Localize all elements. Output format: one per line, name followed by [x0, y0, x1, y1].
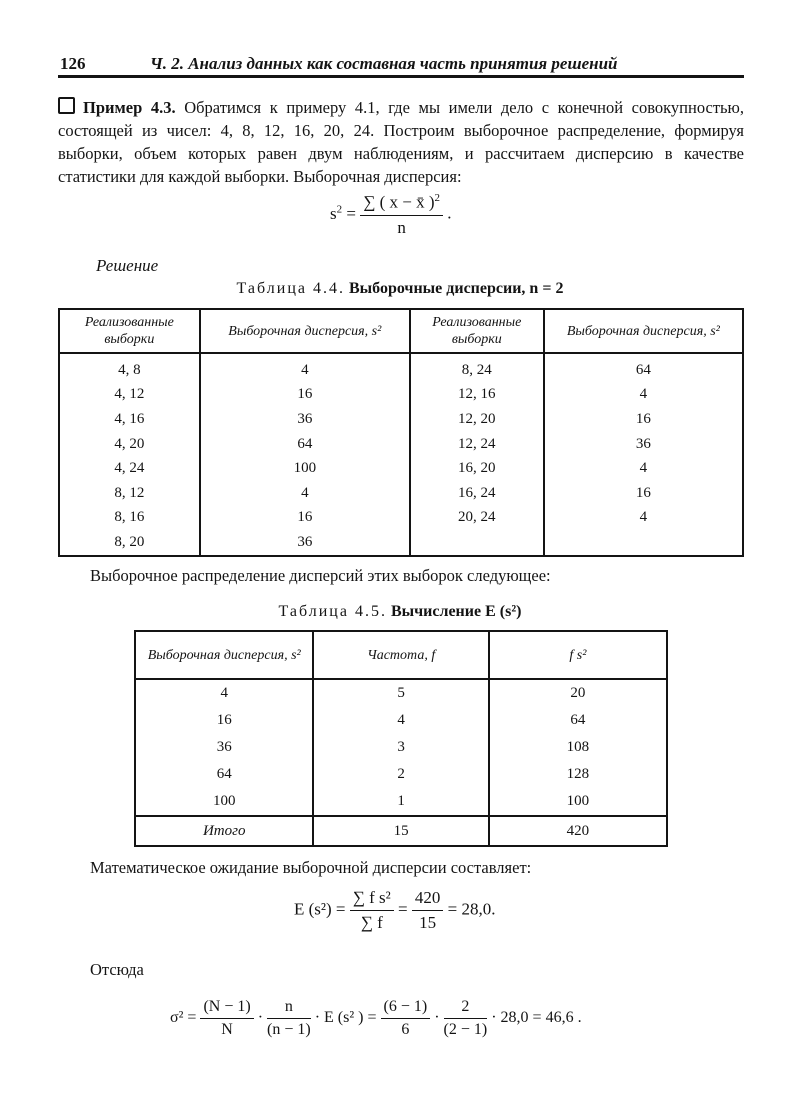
t44-header-samples-1: Реализованные выборки — [59, 309, 200, 353]
table44-caption — [0, 280, 800, 298]
expectation-num2: 420 — [412, 888, 444, 911]
expectation-numerator: ∑ f s² — [350, 888, 394, 911]
variance-denominator: n — [397, 217, 406, 237]
sigma-fraction-1: $\frac{(N - 1)}{N}$ — [200, 998, 253, 1039]
expectation-den2: 15 — [419, 913, 437, 932]
table-row: 8, 16 16 20, 24 4 — [59, 506, 743, 531]
header-rule — [58, 75, 744, 78]
expectation-formula — [294, 888, 495, 933]
expectation-denominator: ∑ f — [360, 913, 383, 932]
table-row: 36 3 108 — [135, 734, 667, 761]
table45-title: Вычисление E (s²) — [390, 603, 522, 620]
expectation-text: Математическое ожидание выборочной дисперсии составляет: — [90, 858, 532, 877]
table-row: 64 2 128 — [135, 761, 667, 788]
variance-table — [58, 308, 744, 557]
variance-num-exponent: 2 — [434, 192, 440, 204]
sigma-fraction-3: $\frac{(6 - 1)}{6}$ — [381, 998, 431, 1039]
example-text: Обратимся к примеру 4.1, где мы имели дело с конечной совокупностью, состоящей из чисел: 4, 8, 12, 16, 20, 24. Построим выборочное распределение, формируя выборки, объем которых равен двум наблюдениям, и рассчитаем дисперсию в качестве статистики для каждой выборки. Выборочная дисперсия: — [58, 98, 745, 186]
expectation-fraction — [350, 888, 394, 933]
t44-header-variance-2: Выборочная дисперсия, s² — [544, 309, 743, 353]
variance-lhs: $s^2$ = — [330, 203, 356, 223]
example-marker-icon — [58, 97, 75, 114]
table-row: 4, 20 64 12, 24 36 — [59, 432, 743, 457]
sigma-mid: · E (s² ) = — [314, 1009, 377, 1027]
expectation-table — [134, 630, 668, 847]
solution-label: Решение — [96, 256, 159, 275]
chapter-title: Ч. 2. Анализ данных как составная часть принятия решений — [150, 54, 618, 73]
expectation-result: = 28,0. — [447, 899, 496, 919]
t45-header-variance: Выборочная дисперсия, s² — [135, 631, 313, 679]
sigma-lhs: σ² = — [170, 1009, 197, 1027]
table44-title: Выборочные дисперсии, n = 2 — [348, 280, 564, 297]
expectation-eq: = — [398, 899, 408, 919]
t45-header-product: f s² — [489, 631, 667, 679]
sigma-result: · 28,0 = 46,6 . — [491, 1009, 582, 1027]
variance-formula — [330, 192, 452, 238]
page-number: 126 — [60, 54, 86, 73]
table-row: 4, 8 4 8, 24 64 — [59, 353, 743, 383]
table-row: 8, 12 4 16, 24 16 — [59, 481, 743, 506]
t44-header-samples-2: Реализованные выборки — [410, 309, 544, 353]
expectation-value-fraction — [412, 888, 444, 933]
table-row: 8, 20 36 — [59, 530, 743, 556]
sigma-fraction-4: $\frac{2}{(2 - 1)}$ — [443, 998, 488, 1038]
table44-label: Таблица 4.4. — [236, 280, 345, 297]
t45-header-frequency: Частота, f — [313, 631, 488, 679]
sigma-formula: σ² = $\frac{(N - 1)}{N}$ · $\frac{n}{(n - 1)}$ · E (s² ) = $\frac{(6 - 1)}{6}$ · $\frac{2}{(2 - 1)}$ · 28,0 = 46,6 . — [170, 998, 582, 1038]
table-row: 4, 12 16 12, 16 4 — [59, 383, 743, 408]
example-title: Пример 4.3. — [83, 98, 176, 117]
table-row: 4, 16 36 12, 20 16 — [59, 407, 743, 432]
table45-label: Таблица 4.5. — [278, 603, 387, 620]
t44-header-variance-1: Выборочная дисперсия, s² — [200, 309, 410, 353]
sigma-fraction-2: $\frac{n}{(n - 1)}$ — [267, 998, 311, 1038]
table-row: 4 5 20 — [135, 679, 667, 707]
variance-fraction — [360, 192, 443, 238]
table-row: 4, 24 100 16, 20 4 — [59, 456, 743, 481]
example-paragraph — [58, 96, 744, 188]
running-header — [58, 52, 744, 76]
hence-text: Отсюда — [90, 960, 144, 979]
table-row: 100 1 100 — [135, 788, 667, 816]
variance-numerator: ∑ ( x − x̄ ) — [363, 192, 435, 212]
distribution-text: Выборочное распределение дисперсий этих выборок следующее: — [90, 566, 551, 585]
expectation-lhs: E (s²) = — [294, 899, 346, 919]
variance-tail: . — [447, 203, 452, 223]
table-total-row: Итого 15 420 — [135, 816, 667, 846]
table45-caption — [0, 603, 800, 621]
table-row: 16 4 64 — [135, 707, 667, 734]
